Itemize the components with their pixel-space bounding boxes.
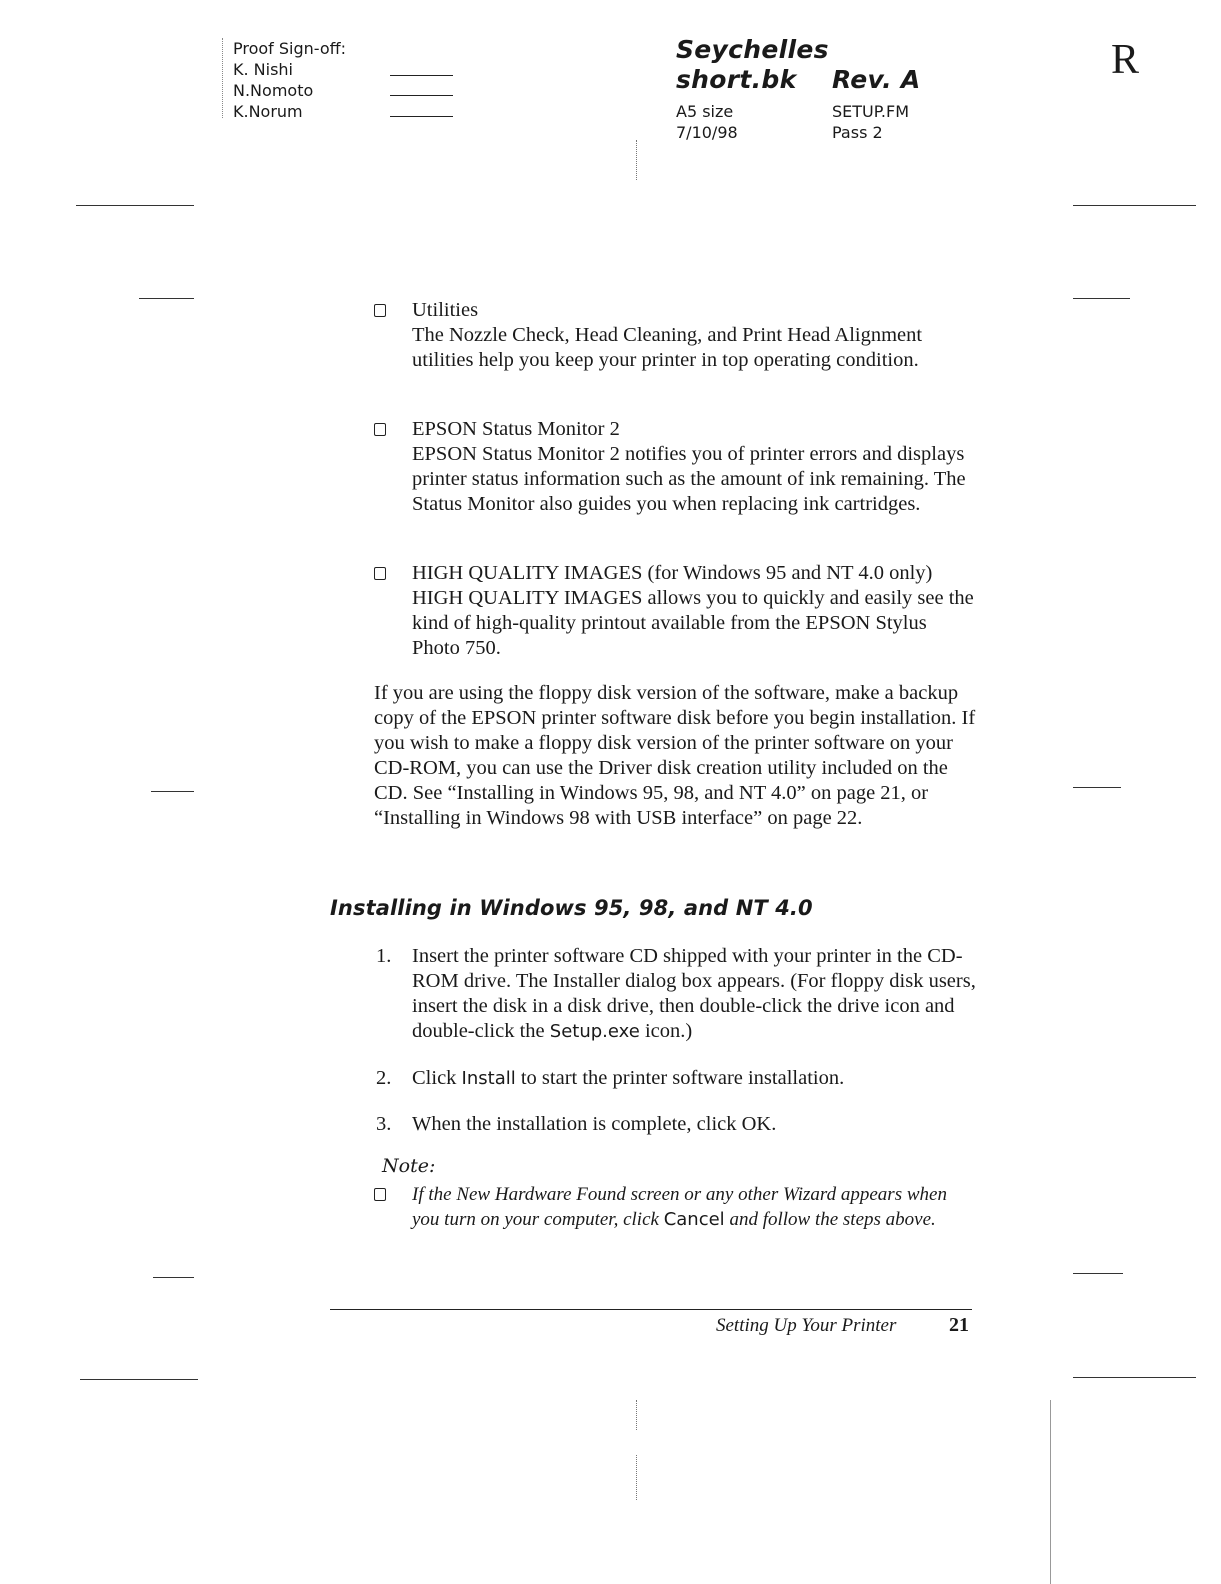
step-number: 1. bbox=[376, 945, 392, 967]
note-label: Note: bbox=[382, 1155, 436, 1177]
crop-mark bbox=[1073, 298, 1130, 299]
ui-term: Cancel bbox=[663, 1209, 725, 1230]
crop-mark bbox=[139, 298, 194, 299]
footer-rule bbox=[330, 1309, 972, 1310]
step-number: 2. bbox=[376, 1067, 392, 1089]
note-text: If the New Hardware Found screen or any other Wizard appears when you turn on your computer, click bbox=[412, 1184, 947, 1230]
bullet-description: EPSON Status Monitor 2 notifies you of printer errors and displays printer status information such as the amount of ink remaining. The Status Monitor also guides you when replacing ink cartridges. bbox=[412, 443, 966, 515]
proof-signoff-label: Proof Sign-off: bbox=[233, 39, 347, 58]
signoff-line bbox=[390, 75, 453, 76]
corner-mark: R bbox=[1111, 37, 1140, 83]
step-text: Click bbox=[412, 1067, 457, 1089]
crop-mark bbox=[1073, 1377, 1196, 1378]
step-text: Insert the printer software CD shipped with your printer in the CD-ROM drive. The Installer dialog box appears. (For floppy disk users, insert the disk in a disk drive, then double-click the drive icon and double-click the bbox=[412, 945, 976, 1042]
step-text: icon.) bbox=[644, 1020, 693, 1042]
center-tick bbox=[636, 140, 637, 180]
proof-signoff bbox=[233, 38, 346, 122]
checkbox-bullet-icon bbox=[374, 304, 386, 317]
bullet-description: The Nozzle Check, Head Cleaning, and Print Head Alignment utilities help you keep your printer in top operating condition. bbox=[412, 324, 923, 371]
center-tick bbox=[636, 1455, 637, 1500]
checkbox-bullet-icon bbox=[374, 567, 386, 580]
section-heading: Installing in Windows 95, 98, and NT 4.0 bbox=[330, 896, 813, 920]
signoff-line bbox=[390, 116, 453, 117]
checkbox-bullet-icon bbox=[374, 423, 386, 436]
ui-term: Setup.exe bbox=[549, 1021, 640, 1042]
crop-mark bbox=[1073, 787, 1121, 788]
note-text: and follow the steps above. bbox=[729, 1209, 936, 1230]
margin-tick bbox=[222, 38, 223, 118]
crop-mark bbox=[1073, 1273, 1123, 1274]
crop-mark bbox=[153, 1277, 194, 1278]
checkbox-bullet-icon bbox=[374, 1188, 386, 1201]
crop-mark bbox=[1073, 205, 1196, 206]
doc-revision: Rev. A bbox=[832, 65, 921, 94]
crop-mark bbox=[151, 791, 194, 792]
crop-mark bbox=[80, 1379, 198, 1380]
proof-name: N.Nomoto bbox=[233, 81, 314, 100]
bullet-title: EPSON Status Monitor 2 bbox=[412, 418, 620, 440]
doc-date: 7/10/98 bbox=[676, 123, 738, 142]
doc-title: Seychelles bbox=[676, 35, 829, 64]
doc-pass: Pass 2 bbox=[832, 123, 883, 142]
doc-file: short.bk bbox=[676, 65, 797, 94]
edge-line bbox=[1050, 1400, 1051, 1584]
signoff-line bbox=[390, 95, 453, 96]
crop-mark bbox=[76, 205, 194, 206]
ui-term: Install bbox=[461, 1068, 516, 1089]
footer-title: Setting Up Your Printer bbox=[716, 1315, 897, 1336]
bullet-title: HIGH QUALITY IMAGES (for Windows 95 and NT 4.0 only) bbox=[412, 562, 933, 584]
bullet-description: HIGH QUALITY IMAGES allows you to quickly and easily see the kind of high-quality printout available from the EPSON Stylus Photo 750. bbox=[412, 587, 974, 659]
proof-name: K.Norum bbox=[233, 102, 303, 121]
page-number: 21 bbox=[949, 1314, 969, 1336]
center-tick bbox=[636, 1400, 637, 1430]
bullet-title: Utilities bbox=[412, 299, 479, 321]
step-number: 3. bbox=[376, 1113, 392, 1135]
intro-paragraph: If you are using the floppy disk version of the software, make a backup copy of the EPSON printer software disk before you begin installation. If you wish to make a floppy disk version of the printer software on your CD-ROM, you can use the Driver disk creation utility included on the CD. See “Installing in Windows 95, 98, and NT 4.0” on page 21, or “Installing in Windows 98 with USB interface” on page 22. bbox=[374, 682, 976, 829]
step-text: When the installation is complete, click OK. bbox=[412, 1113, 777, 1135]
step-text: to start the printer software installation. bbox=[520, 1067, 845, 1089]
doc-filename: SETUP.FM bbox=[832, 102, 909, 121]
proof-name: K. Nishi bbox=[233, 60, 293, 79]
doc-size: A5 size bbox=[676, 102, 734, 121]
